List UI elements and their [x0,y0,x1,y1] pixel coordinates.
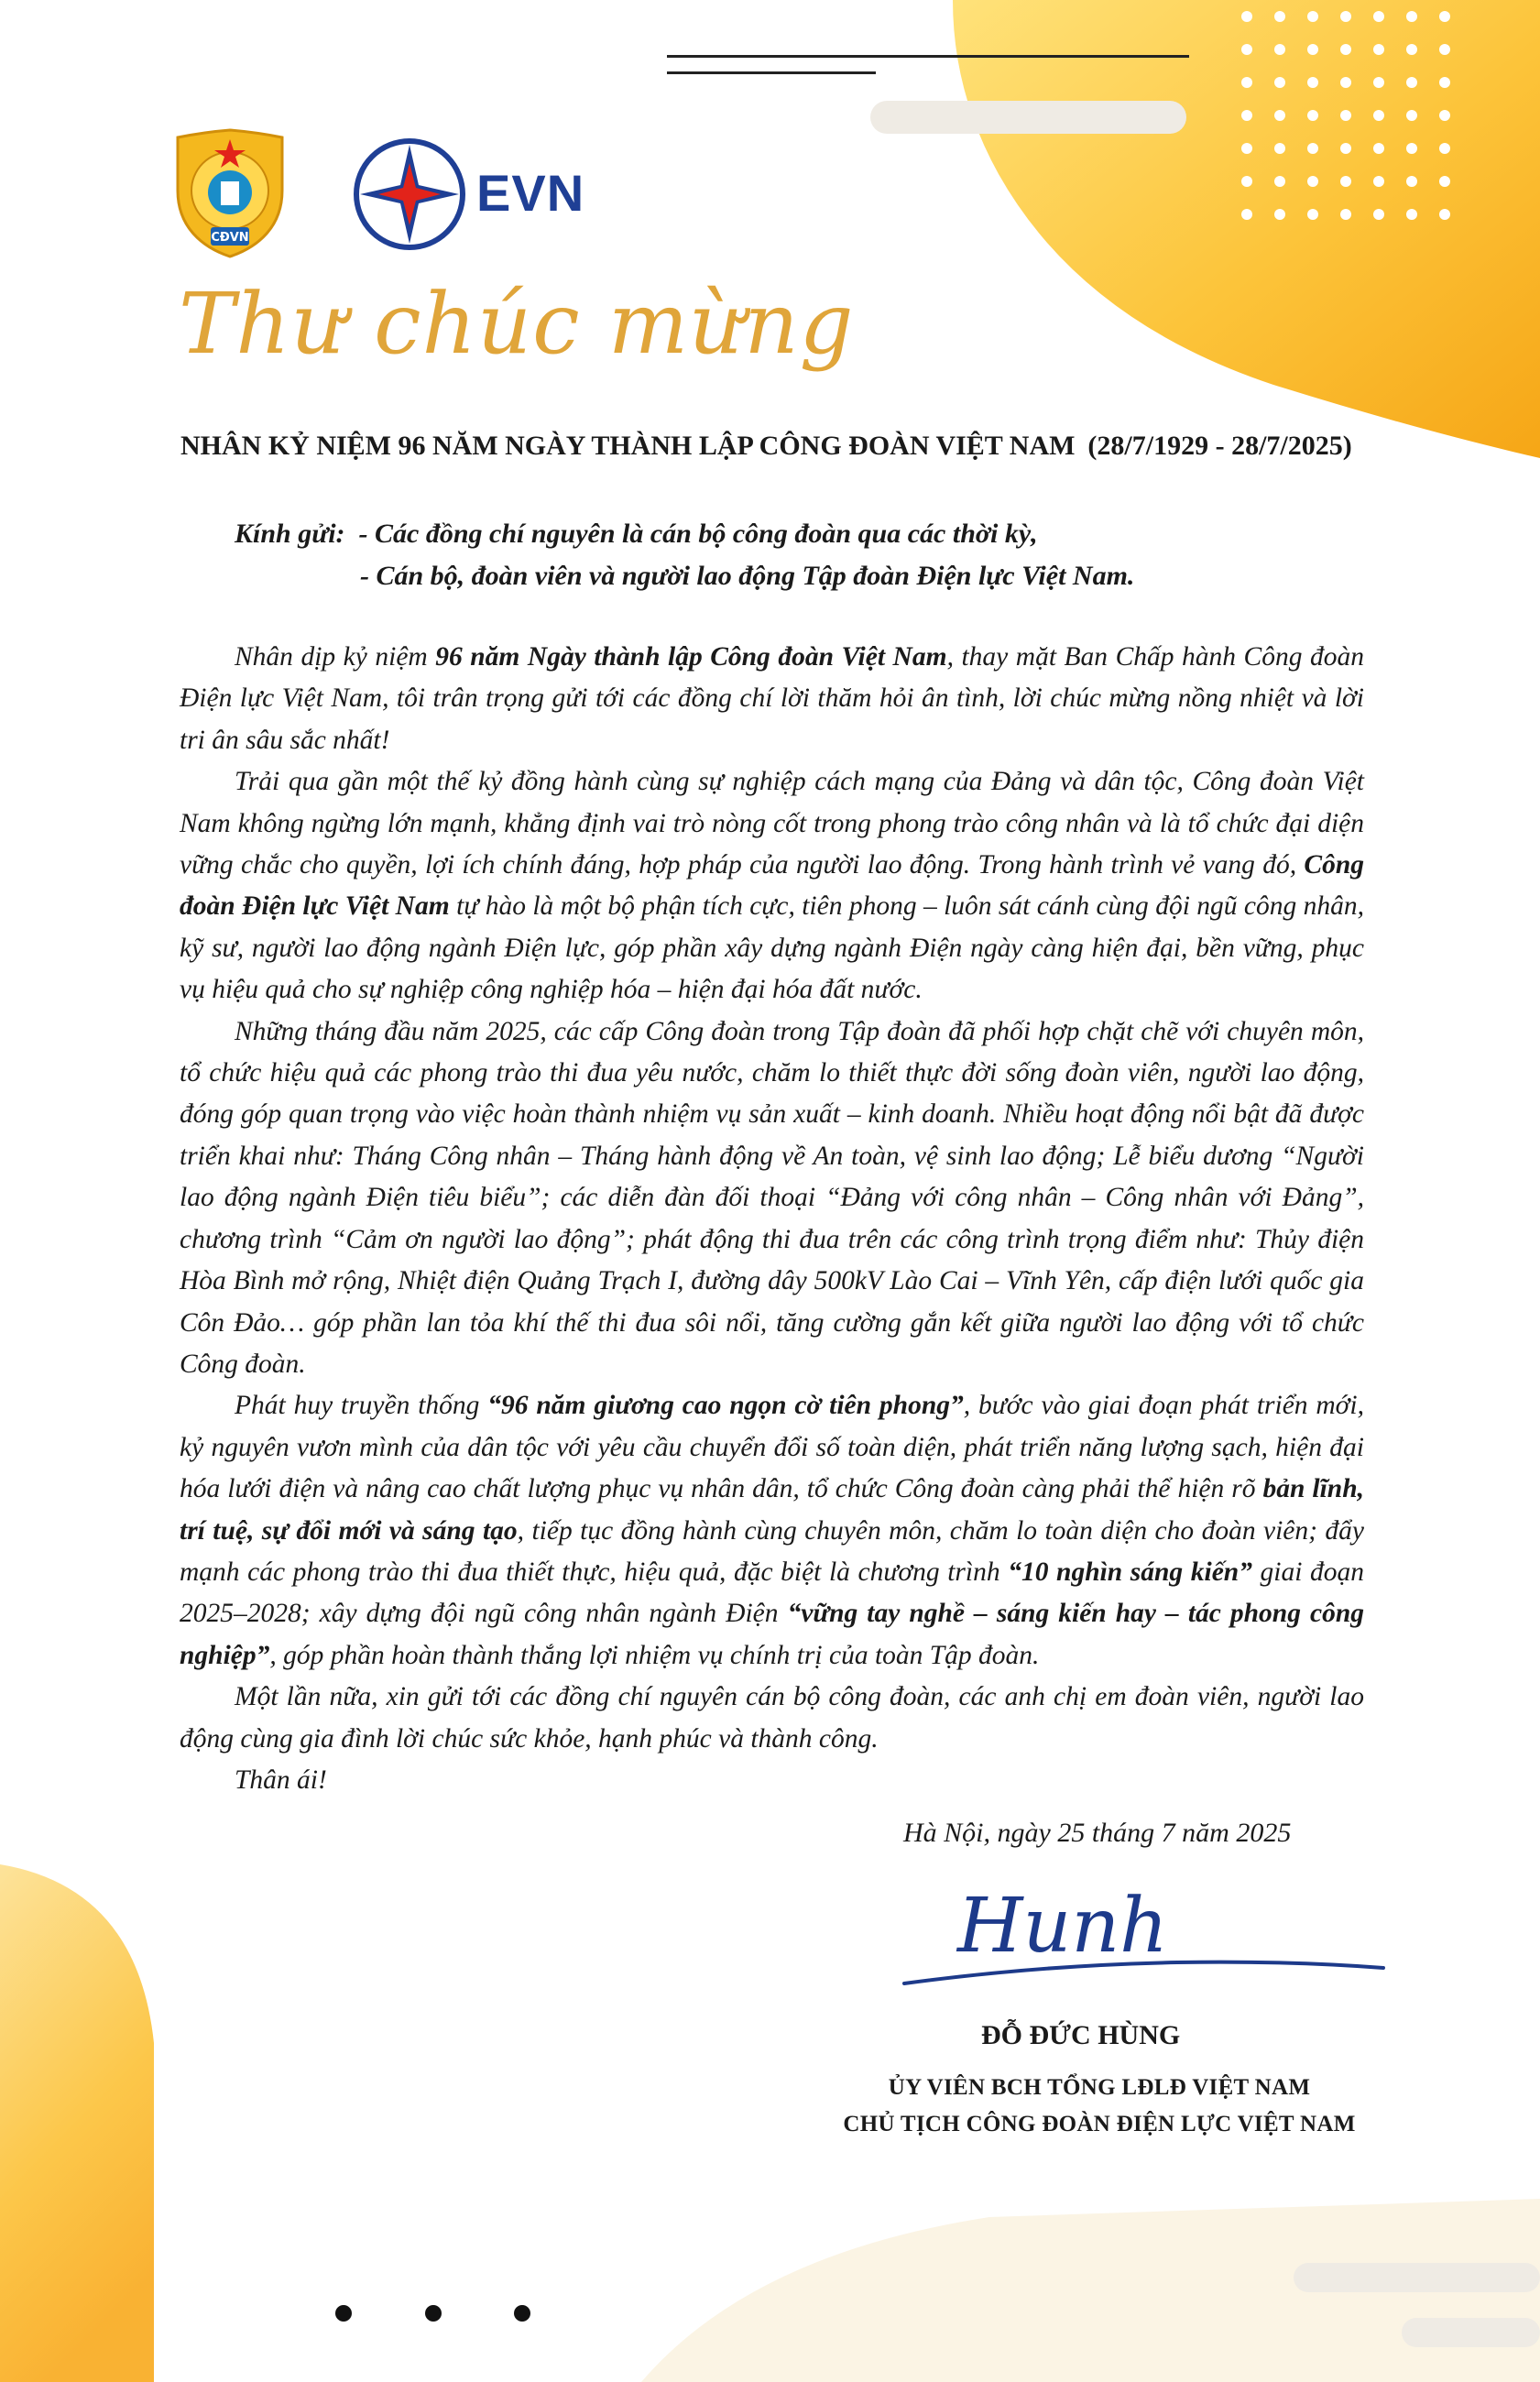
heading-text: NHÂN KỶ NIỆM 96 NĂM NGÀY THÀNH LẬP CÔNG ĐOÀN VIỆT NAM [180,431,1076,461]
bottom-dot [514,2305,530,2322]
p4-text: , bước vào giai đoạn phát triển mới, kỷ nguyên vươn mình của dân tộc với yêu cầu chuyển đổi số toàn diện, phát triển năng lượng sạch, hiện đại hóa lưới điện và nâng cao chất lượng phục vụ nhân dân, tổ chức Công đoàn càng phải thể hiện rõ [180,1391,1365,1504]
p4-text: giai đoạn 2025–2028; xây dựng đội ngũ công nhân ngành Điện [180,1557,1365,1629]
paragraph-5: Một lần nữa, xin gửi tới các đồng chí nguyên cán bộ công đoàn, các anh chị em đoàn viên, người lao động cùng gia đình lời chúc sức khỏe, hạnh phúc và thành công. [180,1682,1364,1754]
p1-bold: 96 năm Ngày thành lập Công đoàn Việt Nam [435,642,947,672]
cdvn-logo [170,126,289,259]
evn-logo-icon [351,136,468,253]
paragraph-1 [180,637,1364,761]
recipient-2: - Cán bộ, đoàn viên và người lao động Tập đoàn Điện lực Việt Nam. [360,561,1135,591]
paragraph-3: Những tháng đầu năm 2025, các cấp Công đoàn trong Tập đoàn đã phối hợp chặt chẽ với chuyên môn, tổ chức hiệu quả các phong trào thi đua yêu nước, chăm lo thiết thực đời sống đoàn viên, người lao động, đóng góp quan trọng vào việc hoàn thành nhiệm vụ sản xuất – kinh doanh. Nhiều hoạt động nổi bật đã được triển khai như: Tháng Công nhân – Tháng hành động về An toàn, vệ sinh lao động; Lễ biểu dương “Người lao động ngành Điện tiêu biểu”; các diễn đàn đối thoại “Đảng với công nhân – Công nhân với Đảng”, chương trình “Cảm ơn người lao động”; phát động thi đua trên các công trình trọng điểm như: Thủy điện Hòa Bình mở rộng, Nhiệt điện Quảng Trạch I, đường dây 500kV Lào Cai – Vĩnh Yên, cấp điện lưới quốc gia Côn Đảo… góp phần lan tỏa khí thế thi đua sôi nổi, tăng cường gắn kết giữa người lao động với tổ chức Công đoàn. [180,1016,1364,1379]
p4-bold: “vững tay nghề – sáng kiến hay – tác phong công nghiệp” [180,1599,1365,1670]
letter-body [180,637,1364,1801]
signer-position-1: ỦY VIÊN BCH TỔNG LĐLĐ VIỆT NAM [888,2075,1311,2100]
bottom-right-decoration [641,2199,1540,2382]
p4-text: , tiếp tục đồng hành cùng chuyên môn, chăm lo toàn diện cho đoàn viên; đẩy mạnh các phong trào thi đua thiết thực, hiệu quả, đặc biệt là chương trình [180,1515,1364,1587]
top-line-long [667,55,1189,58]
signature-text: Hunh [957,1883,1168,1970]
letter-heading [180,431,1371,462]
place-date: Hà Nội, ngày 25 tháng 7 năm 2025 [903,1818,1292,1848]
bottom-dot [425,2305,442,2322]
heading-dates: (28/7/1929 - 28/7/2025) [1087,431,1352,461]
paragraph-4 [180,1385,1364,1677]
p2-bold: Công đoàn Điện lực Việt Nam [180,850,1364,922]
letter-title: Thư chúc mừng [179,275,855,373]
recipient-1: - Các đồng chí nguyên là cán bộ công đoàn qua các thời kỳ, [358,519,1038,549]
signature [902,1878,1388,1997]
top-pill [870,101,1186,134]
bottom-dot [335,2305,352,2322]
recipients-block [235,513,1134,597]
p4-text: Phát huy truyền thống [235,1391,488,1421]
p4-bold: bản lĩnh, trí tuệ, sự đổi mới và sáng tạo [180,1474,1364,1546]
p2-text: tự hào là một bộ phận tích cực, tiên phong – luôn sát cánh cùng đội ngũ công nhân, kỹ sư, người lao động ngành Điện lực, góp phần xây dựng ngành Điện ngày càng hiện đại, bền vững, phục vụ hiệu quả cho sự nghiệp công nghiệp hóa – hiện đại hóa đất nước. [180,891,1364,1005]
signer-name: ĐỖ ĐỨC HÙNG [981,2020,1181,2050]
closing: Thân ái! [235,1765,327,1795]
p1-text: Nhân dịp kỷ niệm [235,642,436,672]
p1-text: , thay mặt Ban Chấp hành Công đoàn Điện lực Việt Nam, tôi trân trọng gửi tới các đồng chí lời thăm hỏi ân tình, lời chúc mừng nồng nhiệt và lời tri ân sâu sắc nhất! [180,642,1364,755]
p4-bold: “96 năm giương cao ngọn cờ tiên phong” [487,1391,964,1421]
signer-position-2: CHỦ TỊCH CÔNG ĐOÀN ĐIỆN LỰC VIỆT NAM [843,2112,1356,2136]
paragraph-2 [180,761,1364,1011]
cdvn-logo-text: CĐVN [211,231,249,245]
p2-text: Trải qua gần một thế kỷ đồng hành cùng sự nghiệp cách mạng của Đảng và dân tộc, Công đoàn Việt Nam không ngừng lớn mạnh, khẳng định vai trò nòng cốt trong phong trào công nhân và là tổ chức đại diện vững chắc cho quyền, lợi ích chính đáng, hợp pháp của người lao động. Trong hành trình vẻ vang đó, [180,767,1364,880]
salutation-label: Kính gửi: [235,519,345,549]
evn-logo-text: EVN [476,164,585,222]
p4-text: , góp phần hoàn thành thắng lợi nhiệm vụ chính trị của toàn Tập đoàn. [269,1640,1040,1670]
bottom-left-decoration [0,1860,165,2382]
p4-bold: “10 nghìn sáng kiến” [1008,1557,1252,1587]
recipient-row-1 [235,513,1134,555]
top-line-short [667,71,876,74]
